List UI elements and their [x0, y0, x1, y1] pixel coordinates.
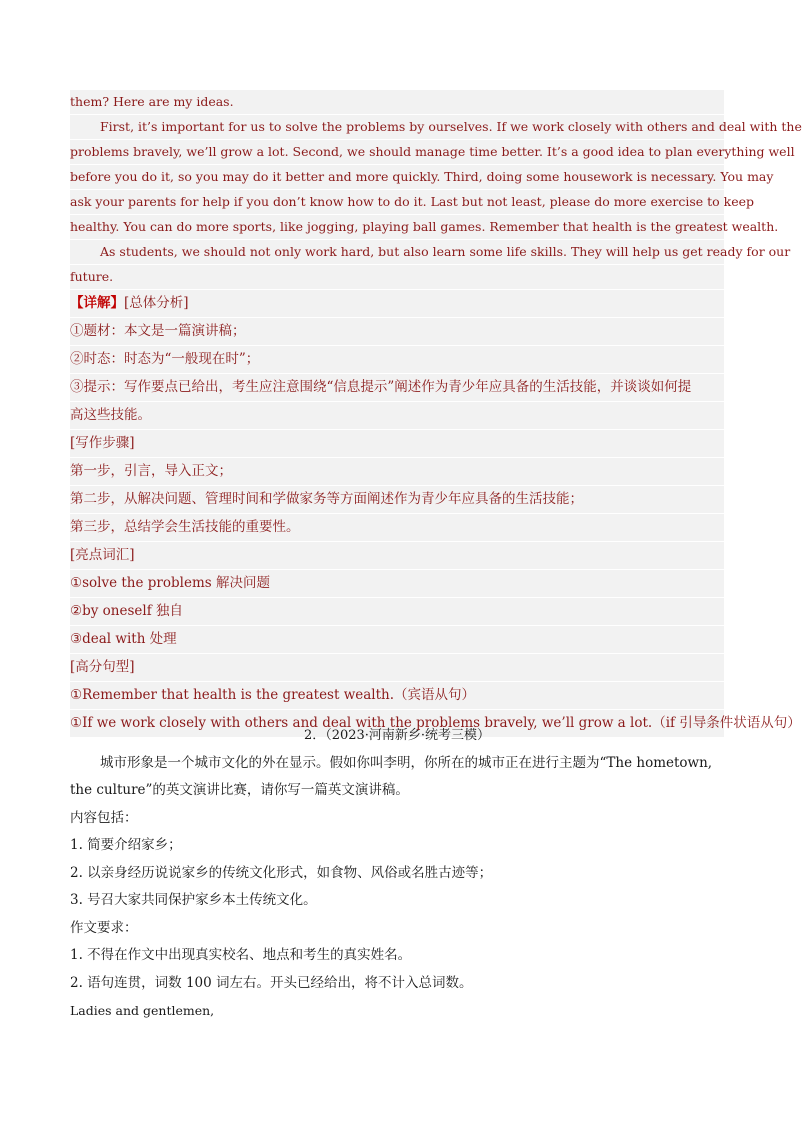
content-item: 2. 以亲身经历说说家乡的传统文化形式，如食物、风俗或名胜古迹等； — [70, 864, 493, 881]
step-item: 第一步，引言，导入正文； — [70, 457, 724, 485]
sentences-label: [高分句型] — [70, 653, 724, 681]
analysis-hint: ③提示：写作要点已给出，考生应注意围绕“信息提示”阐述作为青少年应具备的生活技能，并谈谈如何提 — [70, 373, 724, 401]
answer-line: future. — [70, 264, 724, 289]
step-item: 第三步，总结学会生活技能的重要性。 — [70, 513, 724, 541]
sentence-item: ①Remember that health is the greatest wealth.（宾语从句） — [70, 681, 724, 709]
vocab-item: ③deal with 处理 — [70, 625, 724, 653]
content-item: 3. 号召大家共同保护家乡本土传统文化。 — [70, 892, 317, 908]
analysis-tense: ②时态：时态为“一般现在时”； — [70, 345, 724, 373]
model-answer-block — [70, 90, 802, 737]
analysis-theme: ①题材：本文是一篇演讲稿； — [70, 317, 724, 345]
requirement-item: 2. 语句连贯，词数 100 词左右。开头已经给出，将不计入总词数。 — [70, 974, 473, 991]
salutation: Ladies and gentlemen, — [70, 1003, 215, 1018]
question-block — [70, 722, 724, 1025]
answer-line: As students, we should not only work hard, but also learn some life skills. They will help us get ready for our — [70, 239, 724, 264]
requirement-item: 1. 不得在作文中出现真实校名、地点和考生的真实姓名。 — [70, 947, 412, 963]
vocab-item: ①solve the problems 解决问题 — [70, 569, 724, 597]
detail-tag: 【详解】 — [70, 295, 124, 311]
sentence-item: ①If we work closely with others and deal with the problems bravely, we’ll grow a lot.（if 引导条件状语从句） — [70, 709, 724, 737]
question-header: 2．（2023·河南新乡·统考三模） — [303, 728, 491, 743]
answer-line: ask your parents for help if you don’t know how to do it. Last but not least, please do more exercise to keep — [70, 189, 724, 214]
requirements-label: 作文要求： — [70, 919, 138, 936]
question-intro: 城市形象是一个城市文化的外在显示。假如你叫李明，你所在的城市正在进行主题为“The hometown, — [100, 754, 713, 771]
vocab-label: [亮点词汇] — [70, 541, 724, 569]
answer-line: First, it’s important for us to solve the problems by ourselves. If we work closely with others and deal with the — [70, 114, 724, 139]
content-item: 1. 简要介绍家乡； — [70, 837, 182, 853]
step-item: 第二步，从解决问题、管理时间和学做家务等方面阐述作为青少年应具备的生活技能； — [70, 485, 724, 513]
content-label: 内容包括： — [70, 809, 138, 826]
answer-line: before you do it, so you may do it better and more quickly. Third, doing some housework is necessary. You may — [70, 164, 724, 189]
analysis-hint: 高这些技能。 — [70, 401, 724, 429]
steps-label: [写作步骤] — [70, 429, 724, 457]
question-intro: the culture”的英文演讲比赛，请你写一篇英文演讲稿。 — [70, 782, 409, 798]
answer-line: problems bravely, we’ll grow a lot. Second, we should manage time better. It’s a good idea to plan everything well — [70, 139, 724, 164]
vocab-item: ②by oneself 独自 — [70, 597, 724, 625]
answer-line: healthy. You can do more sports, like jogging, playing ball games. Remember that health is the greatest wealth. — [70, 214, 724, 239]
overview-label: [总体分析] — [124, 295, 189, 311]
analysis-heading — [70, 289, 724, 317]
answer-line: them? Here are my ideas. — [70, 94, 234, 109]
